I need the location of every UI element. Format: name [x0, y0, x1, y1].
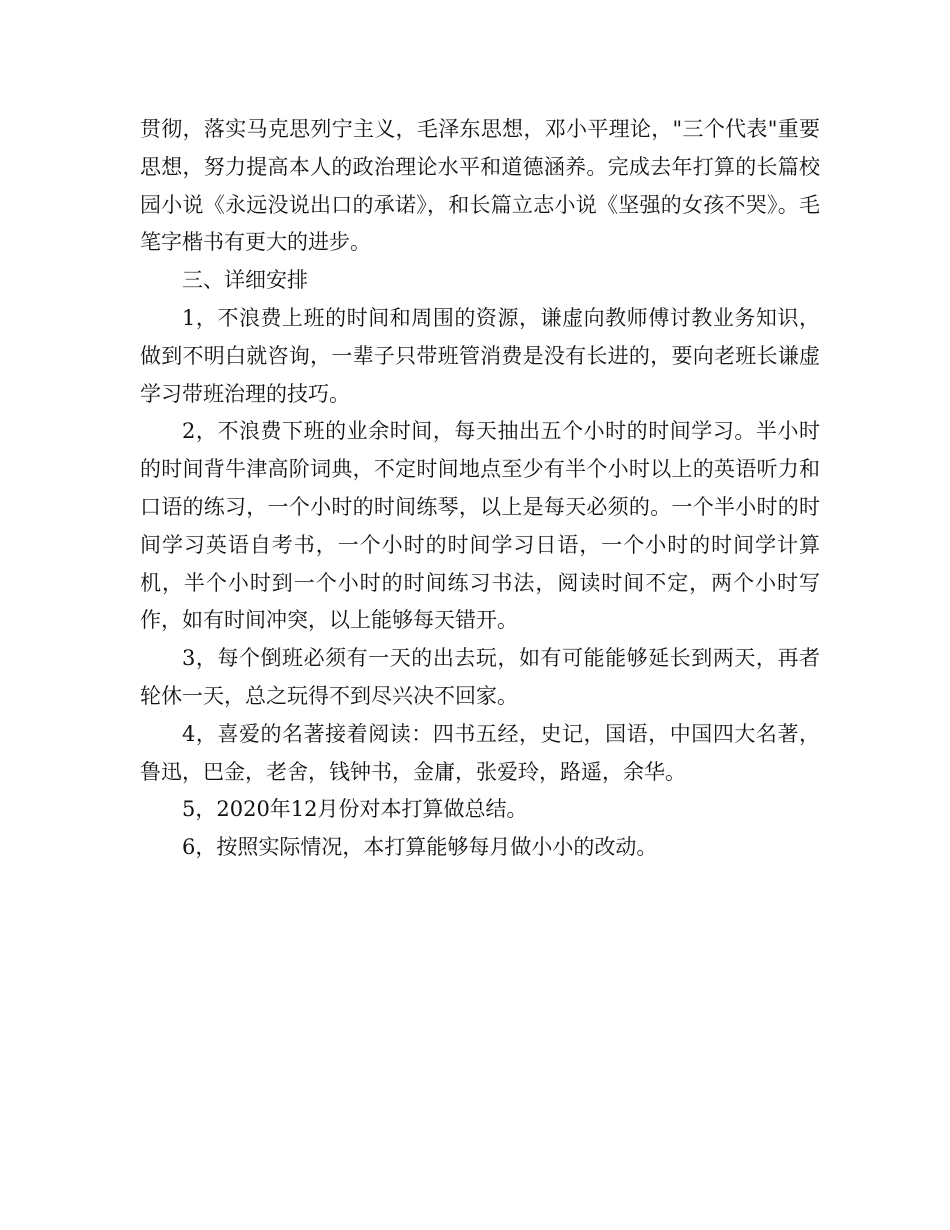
document-body — [140, 111, 820, 867]
list-item-1: 1，不浪费上班的时间和周围的资源，谦虚向教师傅讨教业务知识，做到不明白就咨询，一辈子只带班管消费是没有长进的，要向老班长谦虚学习带班治理的技巧。 — [140, 305, 820, 406]
list-item-4: 4，喜爱的名著接着阅读：四书五经，史记，国语，中国四大名著，鲁迅，巴金，老舍，钱钟书，金庸，张爱玲，路遥，余华。 — [140, 721, 820, 784]
paragraph-continuation: 贯彻，落实马克思列宁主义，毛泽东思想，邓小平理论，"三个代表"重要思想，努力提高本人的政治理论水平和道德涵养。完成去年打算的长篇校园小说《永远没说出口的承诺》，和长篇立志小说《坚强的女孩不哭》。毛笔字楷书有更大的进步。 — [140, 117, 820, 255]
list-item-3: 3，每个倒班必须有一天的出去玩，如有可能能够延长到两天，再者轮休一天，总之玩得不到尽兴决不回家。 — [140, 646, 820, 708]
list-item-6: 6，按照实际情况，本打算能够每月做小小的改动。 — [182, 835, 658, 860]
list-item-5: 5，2020年12月份对本打算做总结。 — [182, 797, 528, 822]
section-heading: 三、详细安排 — [182, 268, 308, 293]
list-item-2: 2，不浪费下班的业余时间，每天抽出五个小时的时间学习。半小时的时间背牛津高阶词典，不定时间地点至少有半个小时以上的英语听力和口语的练习，一个小时的时间练琴，以上是每天必须的。一个半小时的时间学习英语自考书，一个小时的时间学习日语，一个小时的时间学计算机，半个小时到一个小时的时间练习书法，阅读时间不定，两个小时写作，如有时间冲突，以上能够每天错开。 — [140, 419, 820, 633]
